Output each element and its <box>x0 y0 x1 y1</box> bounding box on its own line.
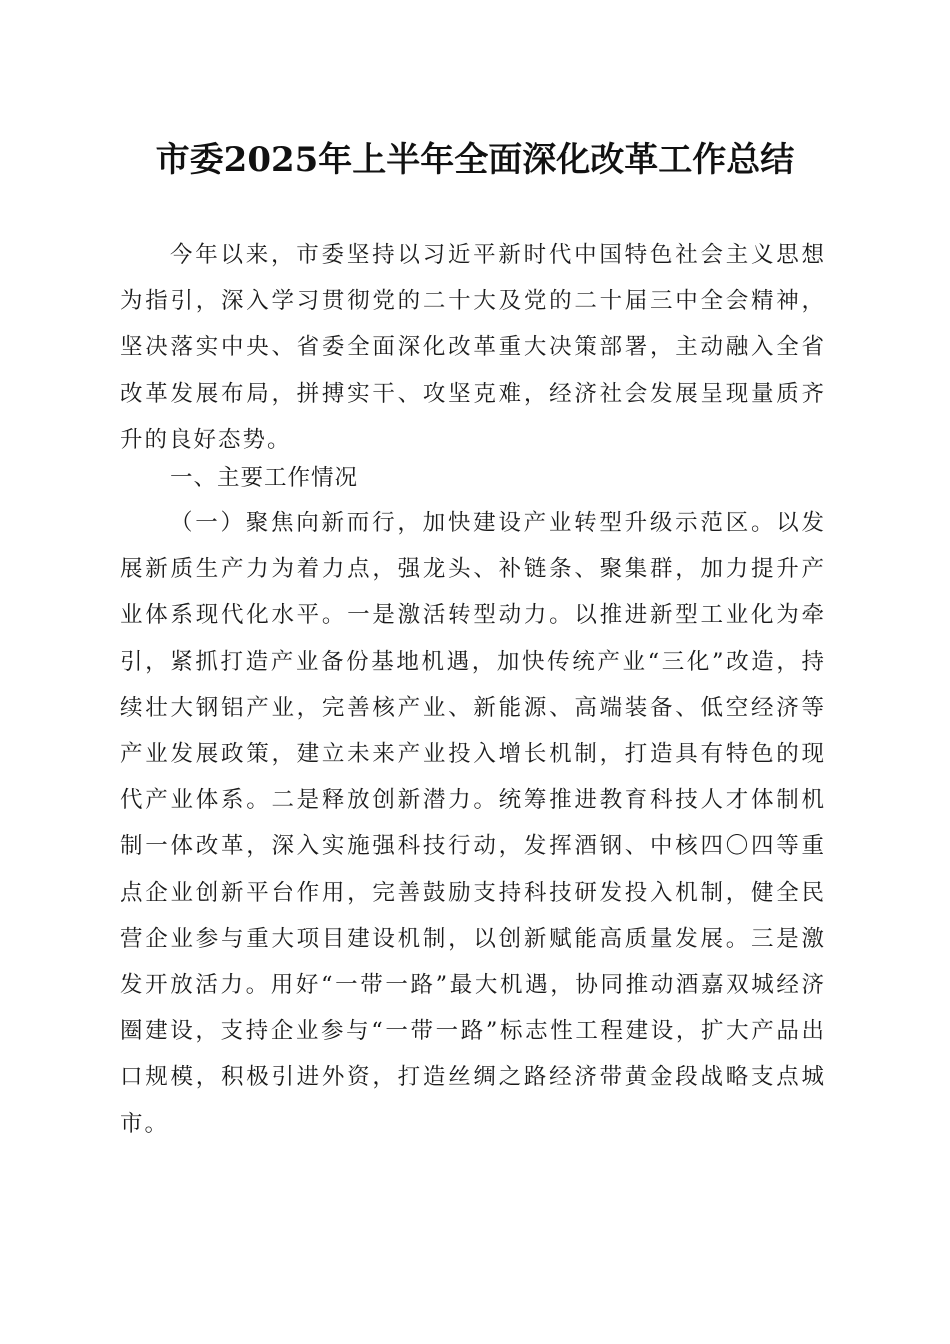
intro-paragraph: 今年以来，市委坚持以习近平新时代中国特色社会主义思想为指引，深入学习贯彻党的二十大及党的二十届三中全会精神，坚决落实中央、省委全面深化改革重大决策部署，主动融入全省改革发展布局，拼搏实干、攻坚克难，经济社会发展呈现量质齐升的良好态势。 <box>120 242 826 453</box>
subsection-body: 以发展新质生产力为着力点，强龙头、补链条、聚集群，加力提升产业体系现代化水平。一是激活转型动力。以推进新型工业化为牵引，紧抓打造产业备份基地机遇，加快传统产业“三化”改造，持续壮大钢铝产业，完善核产业、新能源、高端装备、低空经济等产业发展政策，建立未来产业投入增长机制，打造具有特色的现代产业体系。二是释放创新潜力。统筹推进教育科技人才体制机制一体改革，深入实施强科技行动，发挥酒钢、中核四〇四等重点企业创新平台作用，完善鼓励支持科技研发投入机制，健全民营企业参与重大项目建设机制，以创新赋能高质量发展。三是激发开放活力。用好“一带一路”最大机遇，协同推动酒嘉双城经济圈建设，支持企业参与“一带一路”标志性工程建设，扩大产品出口规模，积极引进外资，打造丝绸之路经济带黄金段战略支点城市。 <box>120 510 826 1137</box>
section-heading: 一、主要工作情况 <box>170 465 359 491</box>
document-title: 市委2025年上半年全面深化改革工作总结 <box>155 140 795 180</box>
subsection-paragraph <box>120 500 826 1147</box>
subsection-heading: （一）聚焦向新而行，加快建设产业转型升级示范区。 <box>170 510 777 536</box>
